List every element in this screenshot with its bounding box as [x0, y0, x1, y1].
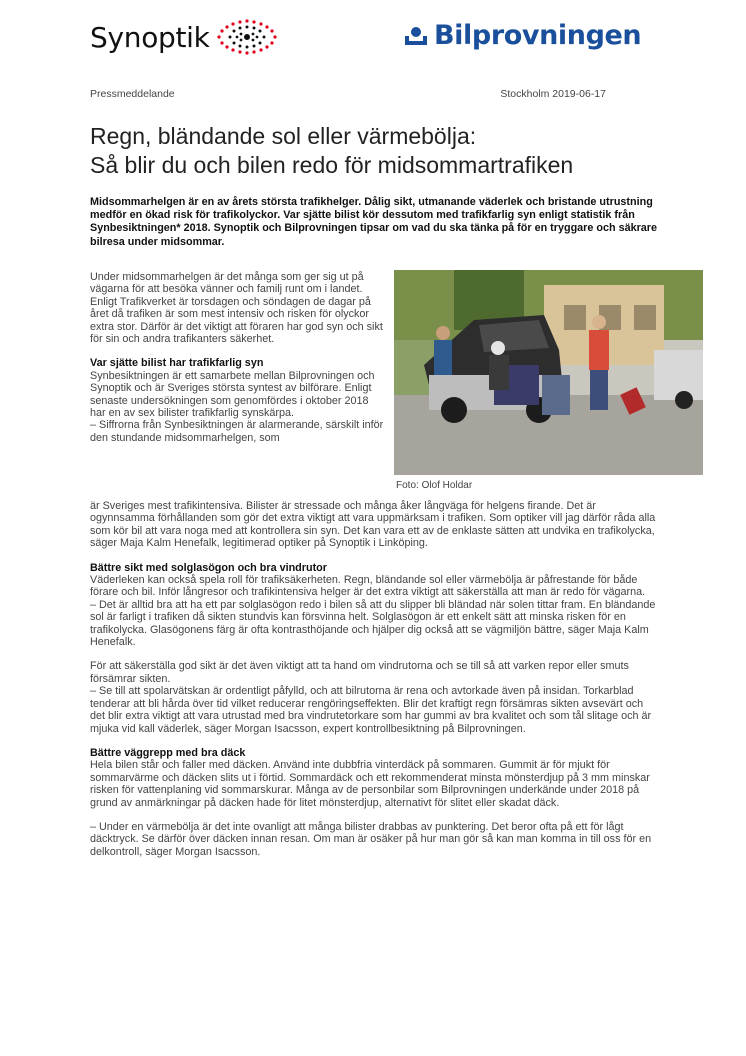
bilprovningen-logo-text: Bilprovningen	[434, 20, 642, 51]
section-sikt-paragraph-2: – Det är alltid bra att ha ett par solglasögon redo i bilen så att du slipper bli bländad när solen tittar fram. En bländande sol är farligt i trafiken då sikten stundvis kan försvinna helt. Solglasögon är ett enkelt sätt att minska risken för en trafikolycka. Glasögonens färg är ofta kontrasthöjande och hjälper dig också att se vägmiljön bättre, säger Maja Kalm Henefalk.	[90, 598, 656, 649]
synoptik-logo-text: Synoptik	[90, 20, 210, 54]
title-line-2: Så blir du och bilen redo för midsommartrafiken	[90, 152, 574, 178]
lead-paragraph: Midsommarhelgen är en av årets största trafikhelger. Dålig sikt, utmanande väderlek och bristande utrustning medför en ökad risk för trafikolyckor. Var sjätte bilist kör dessutom med trafikfarlig syn enligt statistik från Synbesiktningen* 2018. Synoptik och Bilprovningen tipsar om vad du ska tänka på för en tryggare och säkrare bilresa under midsommar.	[90, 196, 658, 248]
bilprovningen-symbol-icon	[404, 25, 428, 47]
place-date: Stockholm 2019-06-17	[500, 88, 606, 100]
section-sikt-paragraph-1: Väderleken kan också spela roll för trafiksäkerheten. Regn, bländande sol eller värmebölja är påfrestande för både förare och bil. Inför långresor och trafikintensiva helger är det extra viktigt att säkerställa att man är redo för vägarna.	[90, 574, 646, 599]
synoptik-logo	[90, 18, 278, 56]
section-sikt-paragraph-4: – Se till att spolarvätskan är ordentligt påfylld, och att bilrutorna är rena och avtorkade även på insidan. Torkarblad tenderar att bli hårda över tid vilket reducerar rengöringseffekten. Blir det kraftigt regn försämras sikten avsevärt och det blir extra viktigt att vara utrustad med bra vindrutetorkare som har gummi av bra kvalitet och som tål slitage och är mjuka vid kall väderlek, säger Morgan Isacsson, expert kontrollbesiktning på Bilprovningen.	[90, 685, 652, 735]
section-heading-dack: Bättre väggrepp med bra däck	[90, 746, 246, 759]
section-syn-quote-start: – Siffrorna från Synbesiktningen är alarmerande, särskilt inför den stundande midsommarhelgen, som	[90, 419, 384, 444]
title-line-1: Regn, bländande sol eller värmebölja:	[90, 123, 477, 149]
full-width-body	[90, 500, 660, 858]
section-heading-syn: Var sjätte bilist har trafikfarlig syn	[90, 357, 264, 370]
document-type: Pressmeddelande	[90, 88, 175, 100]
section-syn-paragraph: Synbesiktningen är ett samarbete mellan Bilprovningen och Synoptik och är Sveriges största syntest av bilförare. Enligt senaste undersökningen som genomfördes i oktober 2018 har en av sex bilister trafikfarlig synskärpa.	[90, 369, 375, 420]
synoptik-dots-icon	[216, 18, 278, 56]
photo-caption: Foto: Olof Holdar	[396, 480, 473, 491]
section-heading-sikt: Bättre sikt med solglasögon och bra vindrutor	[90, 561, 327, 574]
page-title	[90, 122, 573, 180]
bilprovningen-logo	[404, 20, 641, 51]
section-dack-paragraph-2: – Under en värmebölja är det inte ovanligt att många bilister drabbas av punktering. Det beror ofta på ett för lågt däcktryck. Se därför över däcken innan resan. Om man är osäker på hur man gör så kan man komma in till oss för en delkontroll, säger Morgan Isacsson.	[90, 820, 652, 858]
section-sikt-paragraph-3: För att säkerställa god sikt är det även viktigt att ta hand om vindrutorna och se till så att varken repor eller smuts försämrar sikten.	[90, 660, 629, 685]
section-syn-quote-continued: är Sveriges mest trafikintensiva. Bilister är stressade och många åker långväga för helgens firande. Det är ogynnsamma förhållanden som gör det extra viktigt att vara uppmärksam i trafiken. Som optiker vill jag därför råda alla som kör bil att vara noga med att kontrollera sin syn. Det kan vara ett av de enklaste sätten att undvika en trafikolycka, säger Maja Kalm Henefalk, legitimerad optiker på Synoptik i Linköping.	[90, 500, 656, 550]
left-column	[90, 271, 385, 444]
photo-family-packing-car	[394, 270, 703, 475]
intro-paragraph: Under midsommarhelgen är det många som ger sig ut på vägarna för att besöka vänner och familj runt om i landet. Enligt Trafikverket är torsdagen och söndagen de dagar på året då trafiken är som mest intensiv och risken för olyckor extra stor. Därför är det viktigt att föraren har god syn och sikt för sin och andra trafikanters säkerhet.	[90, 271, 383, 346]
section-dack-paragraph-1: Hela bilen står och faller med däcken. Använd inte dubbfria vinterdäck på sommaren. Gummit är för mjukt för sommarvärme och däcken slits ut i förtid. Sommardäck och ett rekommenderat minsta mönsterdjup på 3 mm minskar risken för vattenplaning vid sommarskurar. Många av de personbilar som Bilprovningen underkände under 2018 på grund av anmärkningar på däcken hade för litet mönsterdjup, alternativt för slitet eller skadat däck.	[90, 759, 650, 809]
